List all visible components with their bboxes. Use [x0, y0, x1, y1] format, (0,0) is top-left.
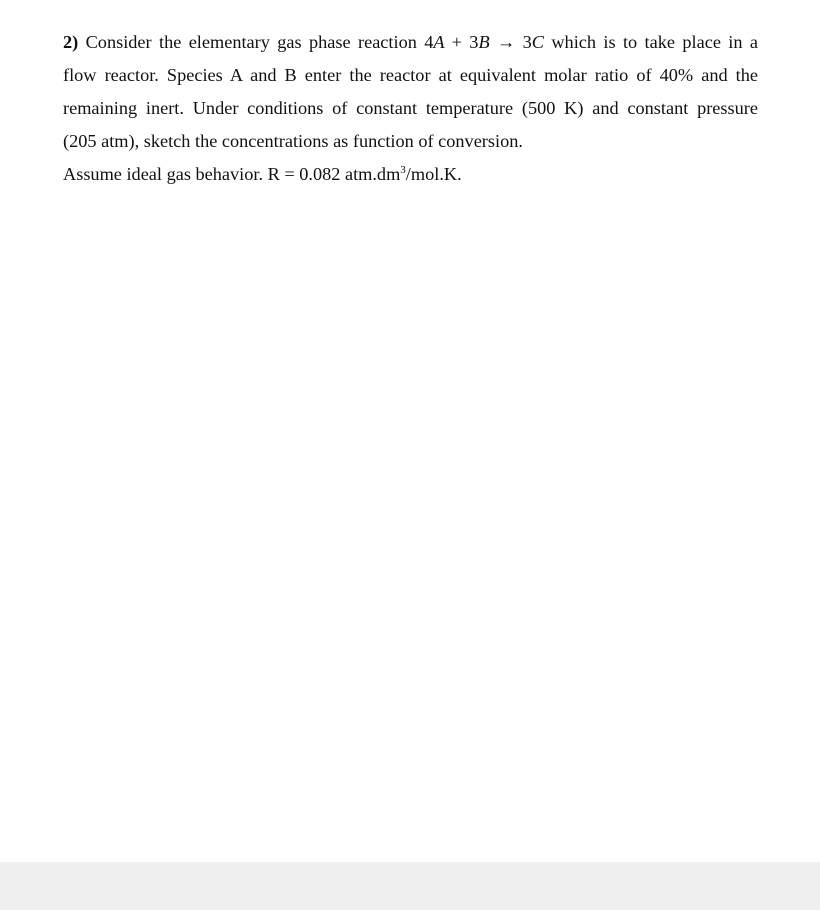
- viewer-bottom-area: [0, 862, 820, 910]
- line1-text: Consider the elementary gas phase reaction: [85, 32, 417, 52]
- problem-line-3: remaining inert. Under conditions of constant temperature (500 K) and constant pressure: [63, 98, 758, 118]
- line1-tail: which is to take place in a: [551, 32, 759, 52]
- question-number: 2): [63, 32, 79, 52]
- problem-line-2: flow reactor. Species A and B enter the reactor at equivalent molar ratio of 40% and the: [63, 65, 758, 85]
- problem-text: [63, 26, 763, 191]
- problem-line-1: [63, 26, 758, 59]
- reaction-equation: 4A + 3B → 3C: [424, 32, 544, 52]
- superscript-3: 3: [400, 164, 406, 176]
- problem-line-4: (205 atm), sketch the concentrations as function of conversion.: [63, 131, 523, 151]
- problem-line-5: Assume ideal gas behavior. R = 0.082 $atm.dm^3/mol.K$.: [63, 164, 462, 184]
